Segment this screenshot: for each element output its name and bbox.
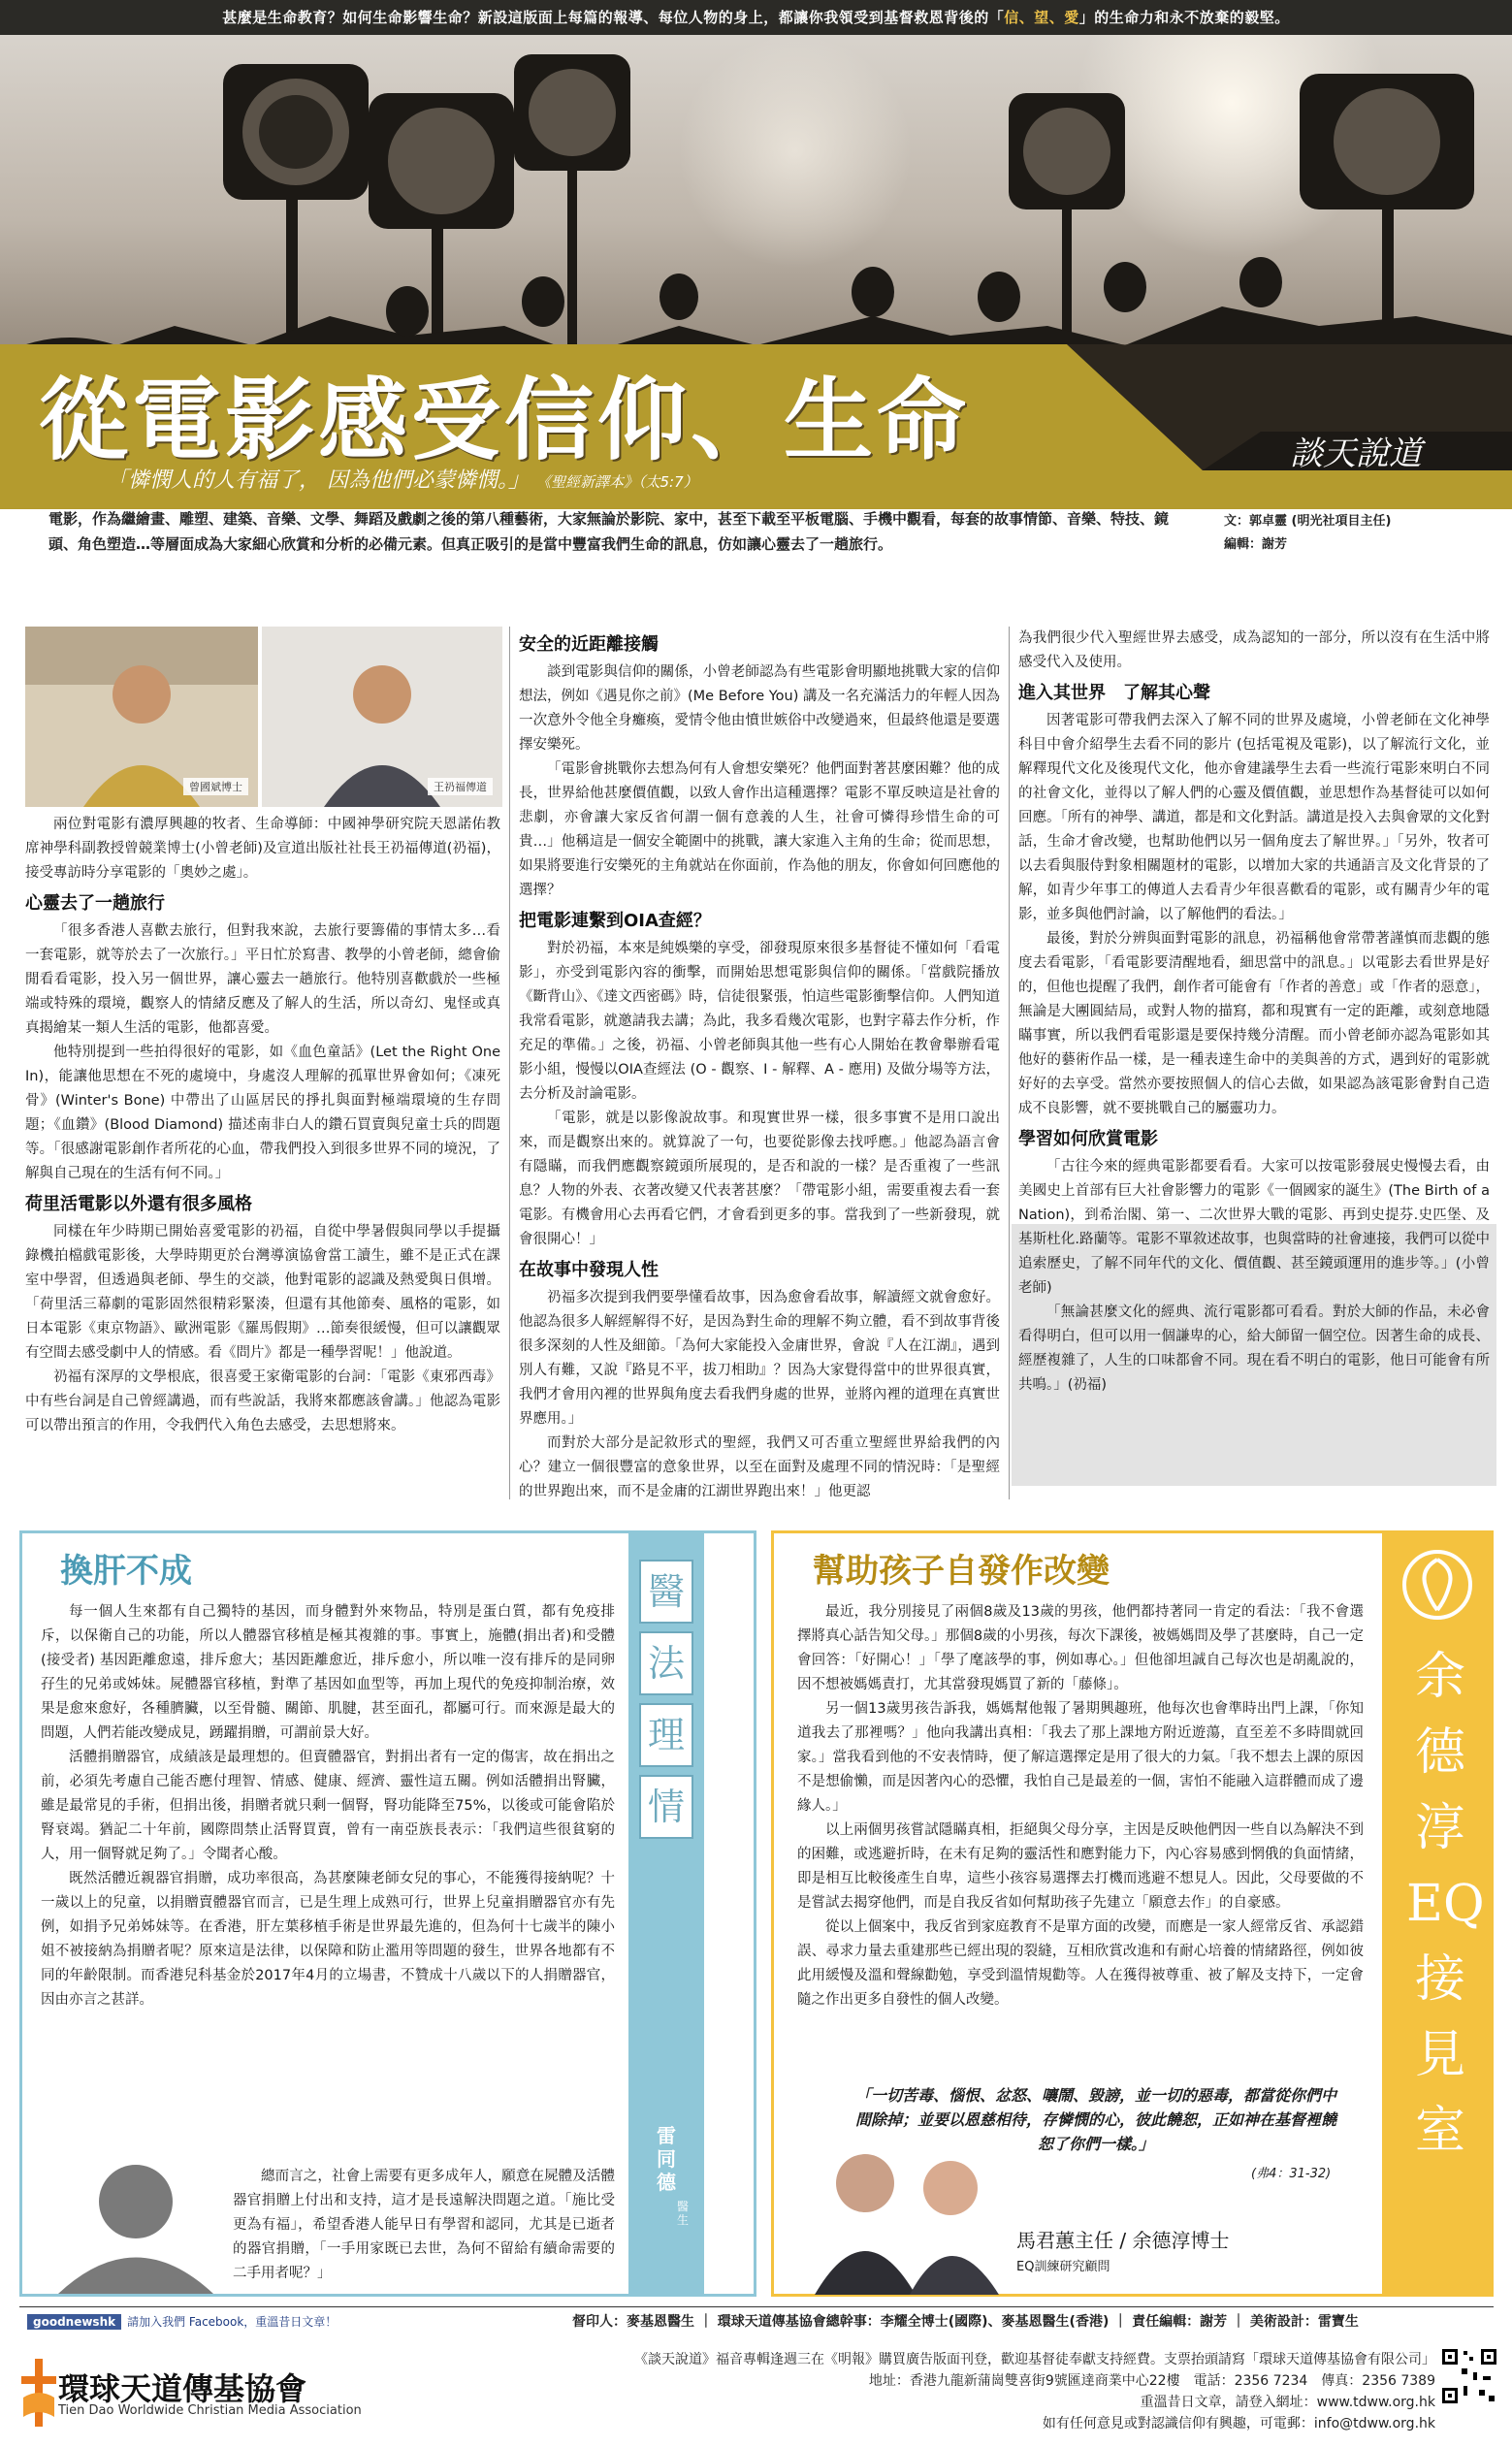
section-heading: 安全的近距離接觸 xyxy=(519,634,659,655)
eq-scripture-source: (弗4：31-32) xyxy=(1251,2167,1332,2181)
medical-author-title: 醫生 xyxy=(677,2200,690,2227)
paragraph: 他特別提到一些拍得很好的電影，如《血色童話》(Let the Right One In)，能讓他思想在不死的處境中，身處沒人理解的孤單世界會如何；《凍死骨》(Winter's Bone) 中帶出了山區居民的掙扎與面對極端環境的生存問題；《血鑽》(Blood Diamond) 描述南非白人的鑽石買賣與兒童士兵的問題等。「很感謝電影創作者所花的心血，帶我們投入到很多世界不同的境況，了解與自己現在的生活有何不同。」 xyxy=(25,1045,500,1181)
photo-interviewee-1 xyxy=(25,627,258,807)
faces-logo-icon xyxy=(1399,1546,1476,1624)
column-divider xyxy=(509,627,510,1499)
facebook-icon: goodnewshk xyxy=(27,2314,121,2330)
top-banner-highlight: 信、望、愛 xyxy=(1004,9,1079,26)
paragraph: 「古往今來的經典電影都要看看。大家可以按電影發展史慢慢去看，由美國史上首部有巨大社會影響力的電影《一個國家的誕生》(The Birth of a Nation)，到希治閣、第一、二次世界大戰的電影、再到史提芬.史匹堡、及基斯杜化.路蘭等。電影不單敘述故事，也與當時的社會連接，我們可以從中追索歷史，了解不同年代的文化、價值觀、甚至鏡頭運用的進步等。」(小曾老師) xyxy=(1018,1159,1490,1296)
section-heading: 學習如何欣賞電影 xyxy=(1018,1129,1158,1149)
section-heading: 荷里活電影以外還有很多風格 xyxy=(25,1194,252,1214)
column-name-char: 法 xyxy=(639,1631,693,1695)
eq-column-title: 幫助孩子自發作改變 xyxy=(813,1552,1110,1591)
column-name-char: 醫 xyxy=(639,1560,693,1624)
eq-authors-photo xyxy=(805,2130,1009,2295)
byline xyxy=(1224,510,1391,557)
paragraph: 從以上個案中，我反省到家庭教育不是單方面的改變，而應是一家人經常反省、承認錯誤、尋求力量去重建那些已經出現的裂縫，互相欣賞改進和有耐心培養的情緒路徑，例如彼此用緩慢及溫和聲線勸勉，享受到溫情規勸等。人在獲得被尊重、被了解及支持下，一定會隨之作出更多自發性的個人改變。 xyxy=(797,1919,1364,2008)
eq-authors-names: 馬君蕙主任 / 余德淳博士 xyxy=(1016,2229,1230,2252)
people-photo-icon xyxy=(805,2130,1009,2295)
paragraph: 總而言之，社會上需要有更多成年人，願意在屍體及活體器官捐贈上付出和支持，這才是長遠解決問題之道。「施比受更為有福」，希望香港人能早日有學習和認同，尤其是已逝者的器官捐贈，「一手用家既已去世，為何不留給有續命需要的二手用者呢？」 xyxy=(233,2169,615,2281)
paragraph: 「無論甚麼文化的經典、流行電影都可看看。對於大師的作品，未必會看得明白，但可以用一個謙卑的心，給大師留一個空位。因著生命的成長、經歷複雜了，人生的口味都會不同。現在看不明白的電影，他日可能會有所共鳴。」(礽福) xyxy=(1018,1304,1490,1393)
footer-credits: 督印人：麥基恩醫生 ｜ 環球天道傳基協會總幹事：李耀全博士(國際)、麥基恩醫生(香港) ｜ 責任編輯：謝芳 ｜ 美術設計：雷寶生 xyxy=(572,2314,1359,2330)
paragraph: 活體捐贈器官，成績該是最理想的。但賣體器官，對捐出者有一定的傷害，故在捐出之前，必須先考慮自己能否應付理智、情感、健康、經濟、靈性這五關。例如活體捐出腎臟，雖是最常見的手術，但捐出後，捐贈者就只剩一個腎，腎功能降至75%，以後或可能會陷於腎衰竭。猶記二十年前，國際問禁止活腎買賣，曾有一南亞族長表示：「我們這些很貧窮的人，用一個腎就足夠了。」令聞者心酸。 xyxy=(41,1750,615,1862)
photo-interviewee-2 xyxy=(262,627,502,807)
column-name-char: 德 xyxy=(1414,1723,1465,1782)
section-heading: 進入其世界 了解其心聲 xyxy=(1018,683,1210,703)
paragraph: 最後，對於分辨與面對電影的訊息，礽福稱他會常帶著謹慎而悲觀的態度去看電影，「看電影要清醒地看，細思當中的訊息。」以電影去看世界是好的，但他也提醒了我們，創作者可能會有「作者的善意」或「作者的惡意」，無論是大團圓結局，或對人物的描寫，都和現實有一定的距離，或刻意地隱瞞事實，所以我們看電影還是要保持幾分清醒。而小曾老師亦認為電影如其他好的藝術作品一樣，是一種表達生命中的美與善的方式，遇到好的電影就好好的去享受。當然亦要按照個人的信心去做，如果認為該電影會對自己造成不良影響，就不要挑戰自己的屬靈功力。 xyxy=(1018,931,1490,1116)
medical-column-title: 換肝不成 xyxy=(60,1552,192,1591)
eq-scripture-quote: 「一切苦毒、惱恨、忿怒、嚷鬧、毀謗，並一切的惡毒，都當從你們中間除掉；並要以恩慈相待，存憐憫的心，彼此饒恕，正如神在基督裡饒恕了你們一樣。」 xyxy=(854,2086,1336,2153)
column-name-char: 室 xyxy=(1414,2102,1465,2160)
paragraph: 另一個13歲男孩告訴我，媽媽幫他報了暑期興趣班，他每次也會準時出門上課，「你知道我去了那裡嗎？」他向我講出真相：「我去了那上課地方附近遊蕩，直至差不多時間就回家。」當我看到他的不安表情時，便了解這選擇定是用了很大的力氣。「我不想去上課的原因不是想偷懶，而是因著內心的恐懼，我怕自己是最差的一個，害怕不能融入這群體而成了邊緣人。」 xyxy=(797,1701,1364,1814)
paragraph: 「電影會挑戰你去想為何有人會想安樂死？他們面對著甚麼困難？他的成長，世界給他甚麼價值觀，以致人會作出這種選擇？電影不單反映這是社會的悲劇，亦會讓大家反省何謂一個有意義的人生，社會可憐得珍惜生命的可貴…」他稱這是一個安全範圍中的挑戰，讓大家進入主角的生命；從而思想，如果將要進行安樂死的主角就站在你面前，作為他的朋友，你會如何回應他的選擇？ xyxy=(519,761,1000,898)
scripture-quote xyxy=(107,464,698,494)
column-name-char: 接 xyxy=(1414,1950,1465,2009)
top-banner-text: 甚麼是生命教育？如何生命影響生命？新設這版面上每篇的報導、每位人物的身上，都讓你我領受到基督救恩背後的「 xyxy=(222,9,1005,26)
column-divider xyxy=(1009,627,1010,1499)
scripture-quote-source: 《聖經新譯本》（太5:7） xyxy=(536,473,698,491)
page-title: 從電影感受信仰、生命 xyxy=(39,368,971,472)
facebook-link-text: 請加入我們 Facebook，重溫昔日文章！ xyxy=(127,2315,338,2329)
footer-website-link[interactable]: 重溫昔日文章，請登入網址：www.tdww.org.hk xyxy=(1140,2395,1435,2410)
medical-author-name: 雷同德 xyxy=(657,2124,676,2194)
paragraph: 既然活體近親器官捐贈，成功率很高，為甚麼陳老師女兒的事心，不能獲得接納呢？十一歲以上的兒童，以捐贈賣體器官而言，已是生理上成熟可行，世界上兒童捐贈器官亦有先例，如捐予兄弟姊妹等。在香港，肝左葉移植手術是世界最先進的，但為何十七歲半的陳小姐不被接納為捐贈者呢？原來這是法律，以保障和防止濫用等問題的發生，世界各地都有不同的年齡限制。而香港兒科基金於2017年4月的立場書，不贊成十八歲以下的人捐贈器官，因由亦言之甚詳。 xyxy=(41,1871,615,2008)
paragraph: 以上兩個男孩嘗試隱瞞真相，拒絕與父母分享，主因是反映他們因一些自以為解決不到的困難，或逃避折時，在未有足夠的靈活性和應對能力下，內心容易感到惘俄的負面情緒，即是相互比較後產生自卑，這些小孩容易選擇去打機而逃避不想見人。因此，父母要做的不是嘗試去揭穿他們，而是自我反省如何幫助孩子先建立「願意去作」的自豪感。 xyxy=(797,1822,1364,1911)
paragraph: 因著電影可帶我們去深入了解不同的世界及處境，小曾老師在文化神學科目中會介紹學生去看不同的影片 (包括電視及電影)，以了解流行文化，並解釋現代文化及後現代文化，他亦會建議學生去看一些流行電影來明白不同的社會文化，並得以了解人們的心靈及價值觀，並思想作為基督徒可以如何回應。「所有的神學、講道，都是和文化對話。講道是投入去與會眾的文化對話，生命才會改變，也幫助他們以另一個角度去了解世界。」「另外，牧者可以去看與服侍對象相關題材的電影，以增加大家的共通語言及文化背景的了解，如青少年事工的傳道人去看青少年很喜歡看的電影，或有關青少年的電影，並多與他們討論，以了解他們的看法。」 xyxy=(1018,713,1490,922)
medical-column-closing xyxy=(233,2165,615,2286)
org-name: 環球天道傳基協會 xyxy=(58,2370,307,2407)
footer-info-line: 《談天說道》福音專輯逢週三在《明報》購買廣告版面刊登，歡迎基督徒奉獻支持經費。支票抬頭請寫「環球天道傳基協會有限公司」 xyxy=(634,2352,1435,2367)
paragraph: 談到電影與信仰的關係，小曾老師認為有些電影會明顯地挑戰大家的信仰想法，例如《遇見你之前》(Me Before You) 講及一名充滿活力的年輕人因為一次意外令他全身癱瘓，愛情令他由憤世嫉俗中改變過來，但最終他還是要選擇安樂死。 xyxy=(519,664,1000,753)
medical-column-body xyxy=(41,1600,615,2012)
author-avatar xyxy=(48,2153,223,2294)
qr-code-icon[interactable] xyxy=(1440,2347,1498,2405)
intro-paragraph: 電影，作為繼繪畫、雕塑、建築、音樂、文學、舞蹈及戲劇之後的第八種藝術，大家無論於影院、家中，甚至下載至平板電腦、手機中觀看，每套的故事情節、音樂、特技、鏡頭、角色塑造…等層面成為大家細心欣賞和分析的必備元素。但真正吸引的是當中豐富我們生命的訊息，仿如讓心靈去了一趟旅行。 xyxy=(48,510,1170,553)
top-banner xyxy=(0,0,1512,35)
paragraph: 而對於大部分是記敘形式的聖經，我們又可否重立聖經世界給我們的內心？建立一個很豐富的意象世界，以至在面對及處理不同的情況時：「是聖經的世界跑出來，而不是金庸的江湖世界跑出來！」他更認 xyxy=(519,1435,1000,1499)
paragraph: 「很多香港人喜歡去旅行，但對我來說，去旅行要籌備的事情太多…看一套電影，就等於去了一次旅行。」平日忙於寫書、教學的小曾老師，總會偷閒看看電影，投入另一個世界，讓心靈去一趟旅行。他特別喜歡戲於一些極端或特殊的環境，觀察人的情緒反應及了解人的生活，所以奇幻、鬼怪或真真揭繪某一類人生活的電影，他都喜愛。 xyxy=(25,923,500,1036)
facebook-link[interactable] xyxy=(27,2313,337,2330)
section-heading: 把電影連繫到OIA查經？ xyxy=(519,911,711,931)
footer-info xyxy=(456,2349,1435,2434)
paragraph: 「電影，就是以影像說故事。和現實世界一樣，很多事實不是用口說出來，而是觀察出來的。就算說了一句，也要從影像去找呼應。」他認為語言會有隱瞞，而我們應觀察鏡頭所展現的，是否和說的一樣？是否重複了一些訊息？人物的外表、衣著改變又代表著甚麼？「帶電影小組，需要重複去看一套電影。有機會用心去再看它們，才會看到更多的事。當我到了一些新發現，就會很開心！」 xyxy=(519,1111,1000,1247)
eq-column-body xyxy=(797,1600,1364,2012)
column-name-char: 情 xyxy=(639,1775,693,1839)
article-column-1 xyxy=(25,813,500,1438)
footer-divider xyxy=(19,2306,1494,2307)
footer-email-link[interactable]: 如有任何意見或對認識信仰有興趣，可電郵：info@tdww.org.hk xyxy=(1042,2416,1435,2431)
byline-author: 文：郭卓靈 (明光社項目主任) xyxy=(1224,514,1392,529)
org-name-english: Tien Dao Worldwide Christian Media Association xyxy=(58,2403,362,2418)
paragraph: 礽福多次提到我們要學懂看故事，因為愈會看故事，解讀經文就會愈好。他認為很多人解經解得不好，是因為對生命的理解不夠立體，看不到故事背後很多深刻的人性及細節。「為何大家能投入金庸世界，會說『人在江湖』，遇到別人有難，又說『路見不平，拔刀相助』？因為大家覺得當中的世界很真實，我們才會用內裡的世界與角度去看我們身處的世界，並將內裡的道理在真實世界應用。」 xyxy=(519,1290,1000,1427)
column-name-char: 理 xyxy=(639,1703,693,1767)
article-column-2 xyxy=(519,627,1000,1504)
paragraph: 對於礽福，本來是純娛樂的享受，卻發現原來很多基督徒不懂如何「看電影」，亦受到電影內容的衝擊，而開始思想電影與信仰的關係。「當戲院播放《斷背山》、《達文西密碼》時，信徒很緊張，怕這些電影衝擊信仰。人們知道我常看電影，就邀請我去講；為此，我多看幾次電影，也對字幕去作分析，作充足的準備。」之後，礽福、小曾老師與其他一些有心人開始在教會舉辦看電影小組，慢慢以OIA查經法 (O - 觀察、I - 解釋、A - 應用) 及做分場等方法，去分析及討論電影。 xyxy=(519,941,1000,1102)
paragraph: 同樣在年少時期已開始喜愛電影的礽福，自從中學暑假與同學以手提攝錄機拍檔戲電影後，大學時期更於台灣導演協會當工讀生，雖不是正式在課室中學習，但透過與老師、學生的交談，他對電影的認識及熱愛與日俱增。「荷里活三幕劇的電影固然很精彩緊湊，但還有其他節奏、風格的電影，如日本電影《東京物語》、歐洲電影《羅馬假期》…節奏很緩慢，但可以讓觀眾有空間去感受劇中人的情感。看《問片》都是一種學習呢！」他說道。 xyxy=(25,1224,500,1361)
paragraph: 每一個人生來都有自己獨特的基因，而身體對外來物品，特別是蛋白質，都有免疫排斥，以保衛自己的功能，所以人體器官移植是極其複雜的事。事實上，施體(捐出者)和受體(接受者) 基因距離愈遠，排斥愈大；基因距離愈近，排斥愈小，所以唯一沒有排斥的是同卵孖生的兄弟或姊妹。屍體器官移植，對準了基因如血型等，再加上現代的免疫抑制治療，效果是愈來愈好，各種臍臟，以至骨髓、關節、肌腱，甚至面孔，都屬可行。而來源是最大的問題，人們若能改變成見，踴躍捐贈，可謂前景大好。 xyxy=(41,1604,615,1741)
footer-info-line: 地址：香港九龍新蒲崗雙喜街9號匯達商業中心22樓 電話：2356 7234 傳真：2356 7389 xyxy=(868,2373,1435,2389)
article-column-3 xyxy=(1018,627,1490,1398)
column-name-char: EQ xyxy=(1406,1875,1485,1933)
section-heading: 在故事中發現人性 xyxy=(519,1260,659,1280)
column-logo: 談天說道 xyxy=(1290,435,1422,473)
byline-editor: 編輯：謝芳 xyxy=(1224,537,1288,552)
section-heading: 心靈去了一趟旅行 xyxy=(25,893,165,914)
column-name-char: 淳 xyxy=(1414,1799,1465,1857)
column-name-char: 見 xyxy=(1414,2026,1465,2084)
paragraph: 最近，我分別接見了兩個8歲及13歲的男孩，他們都持著同一肯定的看法：「我不會選擇將真心話告知父母。」那個8歲的小男孩，每次下課後，被媽媽問及學了甚麼時，自己一定會回答：「好開心！」「學了麾該學的事，例如專心。」但他卻坦誠自己每次也是胡亂說的，因不想被媽媽責打，尤其當發現媽買了新的「藤條」。 xyxy=(797,1604,1364,1692)
paragraph: 為我們很少代入聖經世界去感受，成為認知的一部分，所以沒有在生活中將感受代入及使用。 xyxy=(1018,630,1490,670)
column-name-char: 余 xyxy=(1414,1648,1465,1706)
top-banner-text-end: 」的生命力和永不放棄的毅堅。 xyxy=(1078,9,1290,26)
person-silhouette-icon xyxy=(48,2153,223,2294)
photo-caption-1: 曾國斌博士 xyxy=(183,778,248,795)
org-logo-icon xyxy=(21,2359,56,2427)
eq-authors-subtitle: EQ訓練研究顧問 xyxy=(1016,2260,1110,2274)
photo-caption-2: 王礽福傳道 xyxy=(428,778,493,795)
paragraph: 兩位對電影有濃厚興趣的牧者、生命導師：中國神學研究院天恩諾佑教席神學科副教授曾競業博士(小曾老師)及宣道出版社社長王礽福傳道(礽福)，接受專訪時分享電影的「奧妙之處」。 xyxy=(25,817,500,881)
scripture-quote-text: 「憐憫人的人有福了， 因為他們必蒙憐憫。」 xyxy=(107,468,530,493)
paragraph: 礽福有深厚的文學根底，很喜愛王家衛電影的台詞：「電影《東邪西毒》中有些台詞是自己曾經講過，而有些說話，我將來都應該會講。」他認為電影可以帶出預言的作用，令我們代入角色去感受，去思想將來。 xyxy=(25,1369,500,1433)
